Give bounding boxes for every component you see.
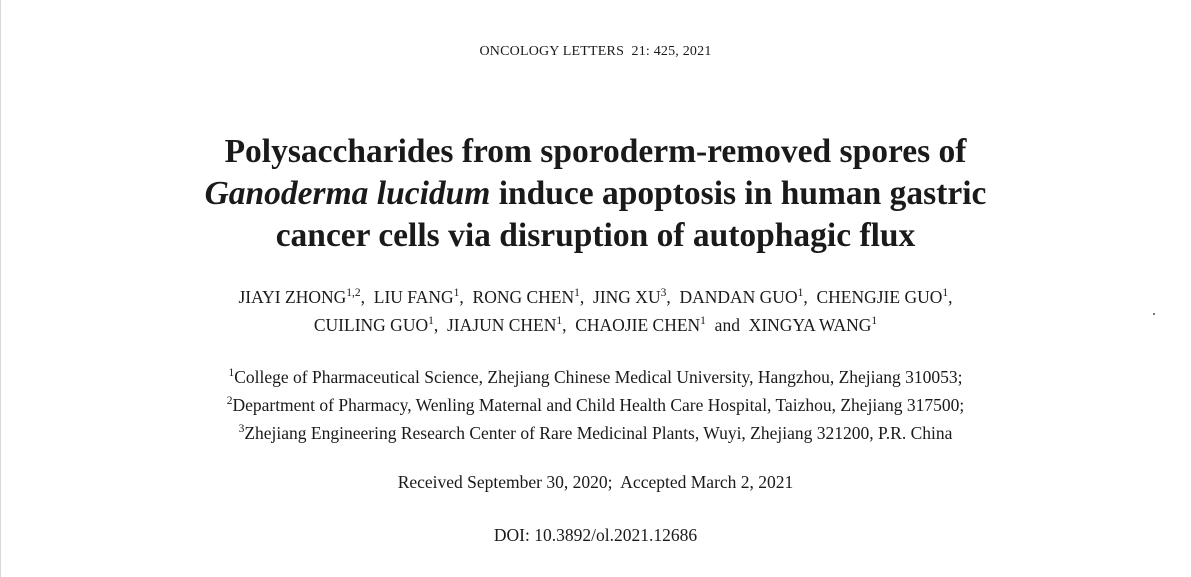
author-line-2 [0,311,1191,339]
affiliation-text: Department of Pharmacy, Wenling Maternal and Child Health Care Hospital, Taizhou, Zhejiang 317500; [232,395,965,415]
affiliation-number: 2 [226,395,233,407]
author-affiliation: 1 [797,287,804,299]
publication-dates [0,472,1191,493]
author-affiliation: 1 [700,315,706,327]
author-affiliation: 1 [556,315,563,327]
author-separator: , [562,315,567,335]
author-affiliation: 1 [942,287,949,299]
author-separator: , [948,287,953,307]
journal-name: ONCOLOGY LETTERS [479,44,625,59]
article-number: 425, [653,44,680,59]
author-separator: , [360,287,366,307]
author-separator: , [433,315,439,335]
species-name: Ganoderma lucidum [204,175,491,212]
author-separator: , [459,287,464,307]
author-name: CHENGJIE GUO [816,287,943,307]
journal-year: 2021 [682,44,712,59]
affiliation-number: 3 [238,423,245,435]
affiliation-list [0,363,1191,447]
author-separator: , [666,287,671,307]
author-affiliation: 1 [871,315,878,327]
author-name: CUILING GUO [313,315,429,335]
author-affiliation: 1,2 [346,287,361,299]
title-line-1: Polysaccharides from sporoderm-removed spores of [224,133,967,170]
author-line-1 [0,283,1191,311]
received-date: Received September 30, 2020; [397,472,613,492]
affiliation-2 [0,391,1191,419]
author-name: XINGYA WANG [748,315,872,335]
author-list [0,283,1191,339]
author-name: JING XU [593,287,661,307]
doi: DOI: 10.3892/ol.2021.12686 [493,525,698,545]
author-conjunction: and [714,315,740,335]
article-title [0,131,1191,257]
title-line-3: cancer cells via disruption of autophagic flux [275,217,916,254]
affiliation-text: College of Pharmaceutical Science, Zhejiang Chinese Medical University, Hangzhou, Zhejiang 310053; [234,367,963,387]
journal-volume: 21: [631,44,650,59]
author-name: JIAJUN CHEN [446,315,557,335]
title-line-2 [0,173,1191,215]
author-affiliation: 3 [660,287,667,299]
running-head [0,44,1191,60]
author-affiliation: 1 [574,287,580,299]
affiliation-text: Zhejiang Engineering Research Center of Rare Medicinal Plants, Wuyi, Zhejiang 321200, P.R. China [244,423,953,443]
author-name: LIU FANG [373,287,454,307]
accepted-date: Accepted March 2, 2021 [620,472,794,492]
author-separator: , [579,287,585,307]
affiliation-3 [0,419,1191,447]
author-affiliation: 1 [428,315,434,327]
author-name: JIAYI ZHONG [238,287,347,307]
affiliation-number: 1 [228,367,235,379]
affiliation-1 [0,363,1191,391]
author-separator: , [803,287,808,307]
title-line-2-rest: induce apoptosis in human gastric [490,175,987,212]
author-name: DANDAN GUO [679,287,798,307]
author-name: RONG CHEN [472,287,575,307]
author-affiliation: 1 [453,287,460,299]
author-name: CHAOJIE CHEN [575,315,701,335]
